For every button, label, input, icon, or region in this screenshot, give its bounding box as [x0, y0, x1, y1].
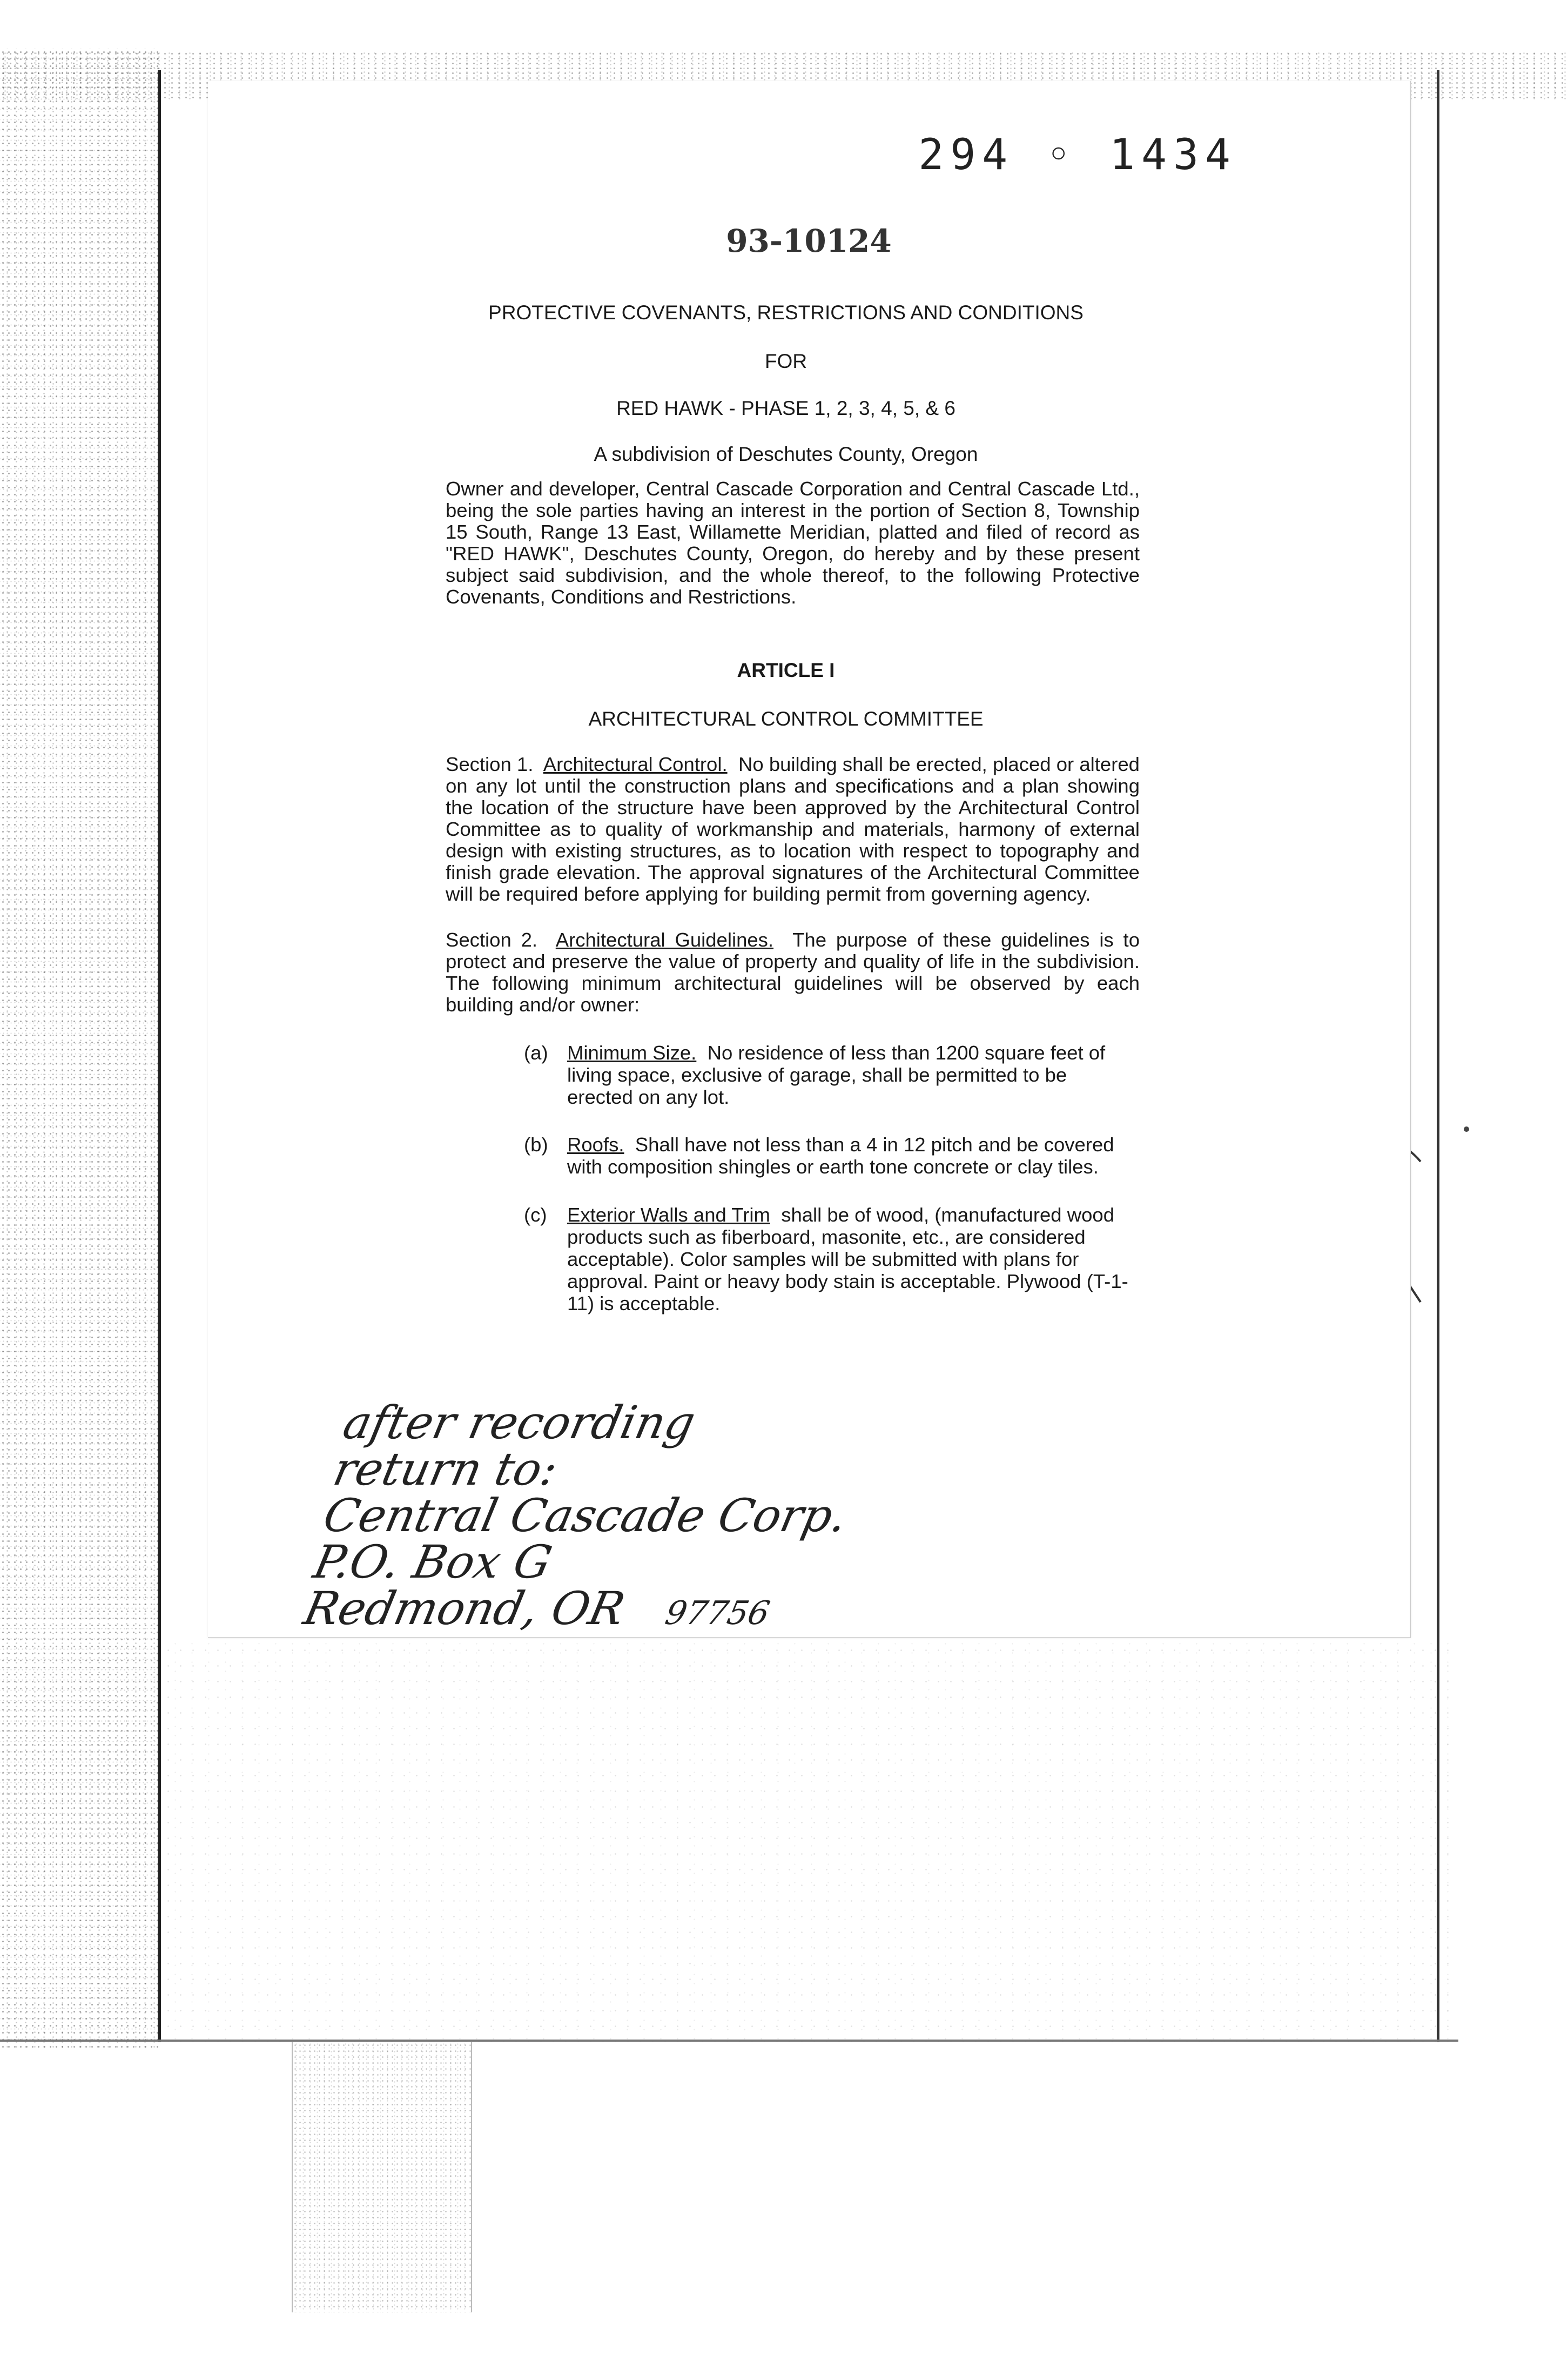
book-page-reference: 294 ◦ 1434	[918, 131, 1237, 179]
document-page	[208, 81, 1411, 1638]
item-a-heading: Minimum Size.	[567, 1042, 697, 1064]
page-fold-line	[158, 70, 161, 2042]
project-name: RED HAWK - PHASE 1, 2, 3, 4, 5, & 6	[616, 397, 955, 419]
page-bottom-edge	[0, 2040, 1458, 2042]
item-c-letter: (c)	[524, 1204, 547, 1226]
subdivision-line: A subdivision of Deschutes County, Oregon	[594, 443, 978, 465]
handwritten-line-4: P.O. Box G	[309, 1535, 557, 1588]
section-1-heading: Architectural Control.	[543, 753, 728, 775]
item-a-letter: (a)	[524, 1042, 548, 1064]
section-1-body: No building shall be erected, placed or altered on any lot until the construction plans and specifications and a plan showing the location of the structure have been approved by the Architectural Control Committee as to quality of workmanship and materials, harmony of external design with existing structures, as to location with respect to topography and finish grade elevation. The approval signatures of the Architectural Committee will be required before applying for building permit from governing agency.	[446, 753, 1140, 905]
handwritten-line-1: after recording	[339, 1396, 700, 1449]
section-1	[446, 754, 1140, 905]
section-2-body: The purpose of these guidelines is to protect and preserve the value of property and quality of life in the subdivision. The following minimum architectural guidelines will be observed by each building and/or owner:	[446, 929, 1140, 1016]
article-number: ARTICLE I	[737, 659, 835, 681]
item-c-body: shall be of wood, (manufactured wood products such as fiberboard, masonite, etc., are considered acceptable). Color samples will be submitted with plans for approval. Paint or heavy body stain is acceptable. Plywood (T-1-11) is acceptable.	[567, 1204, 1128, 1314]
handwritten-zip: 97756	[662, 1594, 773, 1632]
item-b-letter: (b)	[524, 1133, 548, 1156]
item-b	[567, 1133, 1134, 1178]
recording-number: 93-10124	[726, 223, 892, 259]
article-title: ARCHITECTURAL CONTROL COMMITTEE	[588, 708, 984, 730]
item-c	[567, 1204, 1134, 1314]
scan-noise-bottom	[162, 1642, 1458, 2042]
section-2-prefix: Section 2.	[446, 929, 538, 951]
handwritten-return-address	[299, 1396, 871, 1636]
page-right-edge	[1437, 70, 1439, 2042]
item-b-body: Shall have not less than a 4 in 12 pitch and be covered with composition shingles or earth tone concrete or clay tiles.	[567, 1133, 1114, 1178]
handwritten-line-3: Central Cascade Corp.	[319, 1489, 852, 1542]
section-2	[446, 929, 1140, 1016]
intro-paragraph: Owner and developer, Central Cascade Corporation and Central Cascade Ltd., being the sole parties having an interest in the portion of Section 8, Township 15 South, Range 13 East, Willamette Meridian, platted and filed of record as "RED HAWK", Deschutes County, Oregon, do hereby and by these present subject said subdivision, and the whole thereof, to the following Protective Covenants, Conditions and Restrictions.	[446, 478, 1140, 608]
item-b-heading: Roofs.	[567, 1133, 624, 1156]
document-title: PROTECTIVE COVENANTS, RESTRICTIONS AND CONDITIONS	[488, 301, 1084, 324]
scan-noise-left	[0, 49, 162, 2048]
handwritten-line-2: return to:	[328, 1443, 562, 1495]
title-for: FOR	[764, 350, 807, 372]
section-1-prefix: Section 1.	[446, 753, 534, 775]
item-a-body: No residence of less than 1200 square feet of living space, exclusive of garage, shall be permitted to be erected on any lot.	[567, 1042, 1106, 1108]
handwritten-line-5	[299, 1582, 831, 1636]
scan-paper-tab	[292, 2042, 472, 2312]
item-a	[567, 1042, 1134, 1108]
section-2-heading: Architectural Guidelines.	[555, 929, 774, 951]
handwritten-city: Redmond, OR	[299, 1582, 630, 1635]
item-c-heading: Exterior Walls and Trim	[567, 1204, 770, 1226]
